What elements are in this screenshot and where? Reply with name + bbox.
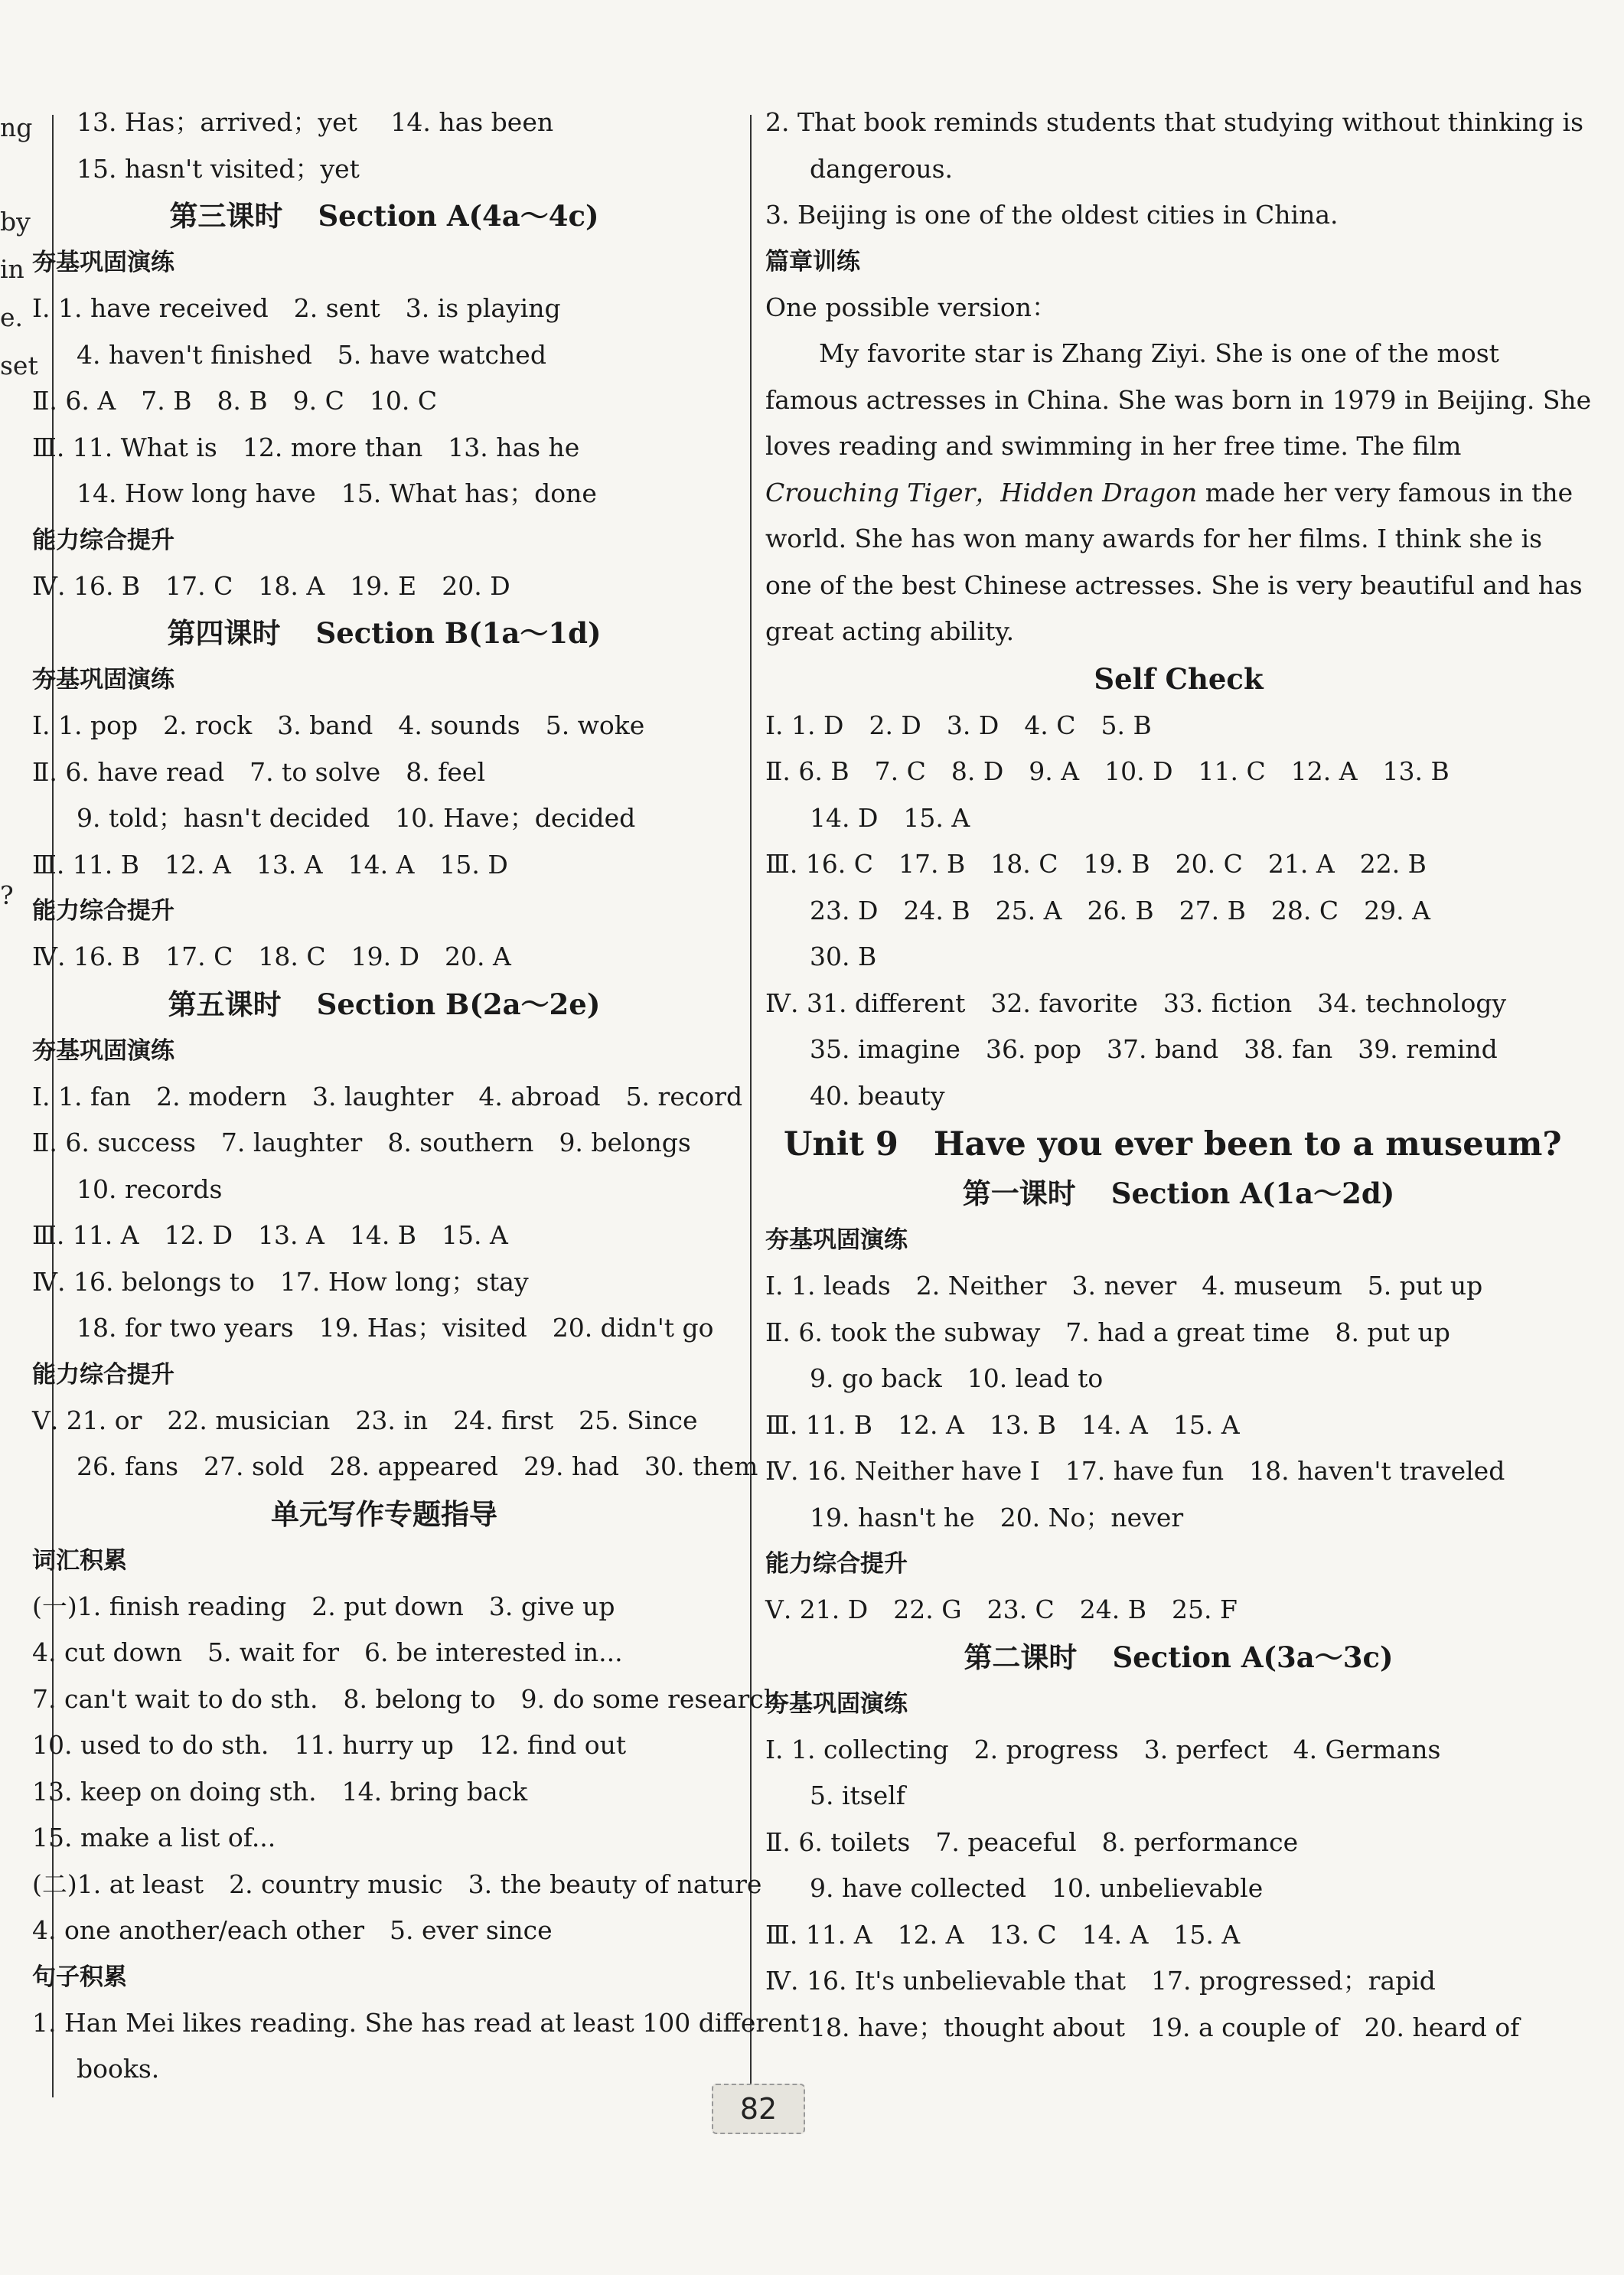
answer-line: 19. hasn't he 20. No；never [810,1502,1184,1532]
answer-line: 14. How long have 15. What has；done [77,478,597,508]
essay-part-2: made her very famous in the world. She has won many awards for her films. I think she is one of the best Chinese actresses. She is very beautiful and has great acting ability. [765,477,1583,646]
answer-line: 10. used to do sth. 11. hurry up 12. find out [32,1730,627,1760]
lesson-title: 第二课时 [964,1640,1078,1674]
answer-line: books. [77,2054,160,2084]
answer-line: Ⅲ. 11. B 12. A 13. A 14. A 15. D [32,849,508,880]
answer-line: 3. Beijing is one of the oldest cities in China. [765,200,1339,230]
answer-line: 4. one another/each other 5. ever since [32,1915,553,1945]
section-heading [32,981,736,1028]
exercise-label: 句子积累 [32,1963,127,1991]
answer-line: Ⅲ. 11. A 12. A 13. C 14. A 15. A [765,1919,1241,1950]
answer-line: 10. records [77,1173,223,1204]
page-number: 82 [712,2084,805,2134]
exercise-label: 夯基巩固演练 [765,1226,908,1254]
column-divider [750,115,752,2097]
answer-line: Ⅲ. 11. B 12. A 13. B 14. A 15. A [765,1409,1240,1440]
lesson-title: 单元写作专题指导 [271,1497,497,1531]
right-column [765,100,1592,2051]
margin-fragment: in [0,254,24,284]
answer-line: Ⅰ. 1. collecting 2. progress 3. perfect 4. Germans [765,1734,1441,1764]
answer-line: Ⅳ. 31. different 32. favorite 33. fiction 34. technology [765,987,1507,1018]
margin-fragment: ? [0,880,14,910]
lesson-title: 第一课时 [962,1177,1076,1210]
answer-line: Ⅴ. 21. D 22. G 23. C 24. B 25. F [765,1594,1238,1624]
answer-line: dangerous. [810,153,954,184]
answer-line: 13. Has；arrived；yet 14. has been [77,107,554,137]
answer-line: 30. B [810,942,877,971]
section-heading [765,1170,1592,1217]
section-heading [765,1634,1592,1681]
exercise-label: 夯基巩固演练 [32,1036,174,1065]
right-intro [765,100,1592,331]
section-title: Section A(3a～3c) [1112,1640,1394,1674]
margin-fragment: set [0,351,38,380]
answer-line: 13. keep on doing sth. 14. bring back [32,1776,528,1807]
answer-line: Ⅱ. 6. have read 7. to solve 8. feel [32,756,486,787]
answer-line: Ⅲ. 11. A 12. D 13. A 14. B 15. A [32,1220,508,1250]
exercise-label: 能力综合提升 [32,526,174,554]
film-title: Crouching Tiger，Hidden Dragon [765,477,1198,508]
section-title: Self Check [1094,661,1264,696]
exercise-label: 篇章训练 [765,247,860,276]
answer-line: Ⅱ. 6. B 7. C 8. D 9. A 10. D 11. C 12. A 13. B [765,756,1450,786]
margin-fragment: e. [0,302,24,332]
answer-line: 9. have collected 10. unbelievable [810,1873,1264,1903]
answer-line: Ⅳ. 16. It's unbelievable that 17. progressed；rapid [765,1966,1436,1996]
answer-line: 4. haven't finished 5. have watched [77,339,546,370]
exercise-label: 夯基巩固演练 [32,249,174,276]
answer-line: Ⅰ. 1. fan 2. modern 3. laughter 4. abroad 5. record [32,1081,743,1111]
answer-line: Ⅲ. 16. C 17. B 18. C 19. B 20. C 21. A 22. B [765,849,1427,879]
answer-line: 4. cut down 5. wait for 6. be interested in... [32,1637,623,1667]
answer-line: Ⅳ. 16. B 17. C 18. C 19. D 20. A [32,942,511,971]
answer-line: Ⅲ. 11. What is 12. more than 13. has he [32,432,580,462]
right-lines [765,655,1592,2051]
essay [765,331,1592,655]
answer-line: 15. make a list of... [32,1823,276,1852]
exercise-label: 能力综合提升 [32,897,174,925]
answer-line: 18. for two years 19. Has；visited 20. didn't go [77,1313,714,1343]
exercise-label: 能力综合提升 [32,1360,174,1389]
answer-line: 1. Han Mei likes reading. She has read at least 100 different [32,2007,810,2038]
answer-line: Ⅱ. 6. toilets 7. peaceful 8. performance [765,1826,1299,1857]
exercise-label: 夯基巩固演练 [765,1689,908,1718]
answer-line: (二)1. at least 2. country music 3. the beauty of nature [32,1869,762,1899]
answer-line: 14. D 15. A [810,802,970,833]
section-heading [32,1490,736,1538]
essay-part-1: My favorite star is Zhang Ziyi. She is one of the most famous actresses in China. She was born in 1979 in Beijing. She loves reading and swimming in her free time. The film [765,338,1592,461]
unit-number: Unit 9 [784,1125,898,1164]
answer-line: 9. told；hasn't decided 10. Have；decided [77,803,636,833]
answer-line: 23. D 24. B 25. A 26. B 27. B 28. C 29. A [810,895,1430,925]
answer-line: Ⅴ. 21. or 22. musician 23. in 24. first 25. Since [32,1405,698,1435]
answer-line: Ⅳ. 16. Neither have I 17. have fun 18. haven't traveled [765,1456,1505,1486]
answer-line: 2. That book reminds students that studying without thinking is [765,107,1584,137]
answer-line: 15. hasn't visited；yet [77,153,360,184]
answer-line: Ⅳ. 16. B 17. C 18. A 19. E 20. D [32,570,510,601]
section-title: Section B(2a～2e) [316,987,601,1021]
answer-line: 18. have；thought about 19. a couple of 20. heard of [810,2012,1520,2042]
lesson-title: 第四课时 [167,616,281,650]
answer-line: 35. imagine 36. pop 37. band 38. fan 39. remind [810,1034,1498,1064]
exercise-label: 夯基巩固演练 [32,666,174,694]
answer-line: Ⅰ. 1. pop 2. rock 3. band 4. sounds 5. woke [32,710,645,740]
answer-line: Ⅱ. 6. A 7. B 8. B 9. C 10. C [32,386,438,416]
answer-line: Ⅰ. 1. have received 2. sent 3. is playing [32,293,561,323]
exercise-label: 词汇积累 [32,1546,127,1575]
answer-line: 5. itself [810,1781,906,1810]
left-column [32,100,810,2093]
answer-line: One possible version： [765,292,1057,322]
margin-fragment: ng [0,113,33,142]
unit-title: Have you ever been to a museum? [933,1125,1562,1164]
section-title: Section A(1a～2d) [1110,1177,1395,1210]
answer-line: 40. beauty [810,1080,945,1111]
answer-line: Ⅳ. 16. belongs to 17. How long；stay [32,1266,529,1297]
lesson-title: 第五课时 [168,987,282,1021]
answer-line: Ⅰ. 1. leads 2. Neither 3. never 4. museum 5. put up [765,1271,1483,1301]
answer-line: 9. go back 10. lead to [810,1363,1104,1393]
section-heading [32,192,736,240]
section-heading [765,655,1592,703]
answer-line: 7. can't wait to do sth. 8. belong to 9. do some research [32,1683,781,1714]
unit-heading [765,1119,1592,1170]
margin-fragment: by [0,207,31,237]
answer-line: Ⅱ. 6. success 7. laughter 8. southern 9. belongs [32,1128,691,1157]
section-heading [32,609,736,657]
answer-line: Ⅱ. 6. took the subway 7. had a great time 8. put up [765,1317,1450,1347]
answer-line: Ⅰ. 1. D 2. D 3. D 4. C 5. B [765,710,1152,740]
section-title: Section B(1a～1d) [315,616,602,650]
lesson-title: 第三课时 [169,199,283,233]
exercise-label: 能力综合提升 [765,1550,908,1578]
answer-line: 26. fans 27. sold 28. appeared 29. had 30. them [77,1451,758,1481]
answer-line: (一)1. finish reading 2. put down 3. give up [32,1591,615,1621]
section-title: Section A(4a～4c) [318,199,599,233]
